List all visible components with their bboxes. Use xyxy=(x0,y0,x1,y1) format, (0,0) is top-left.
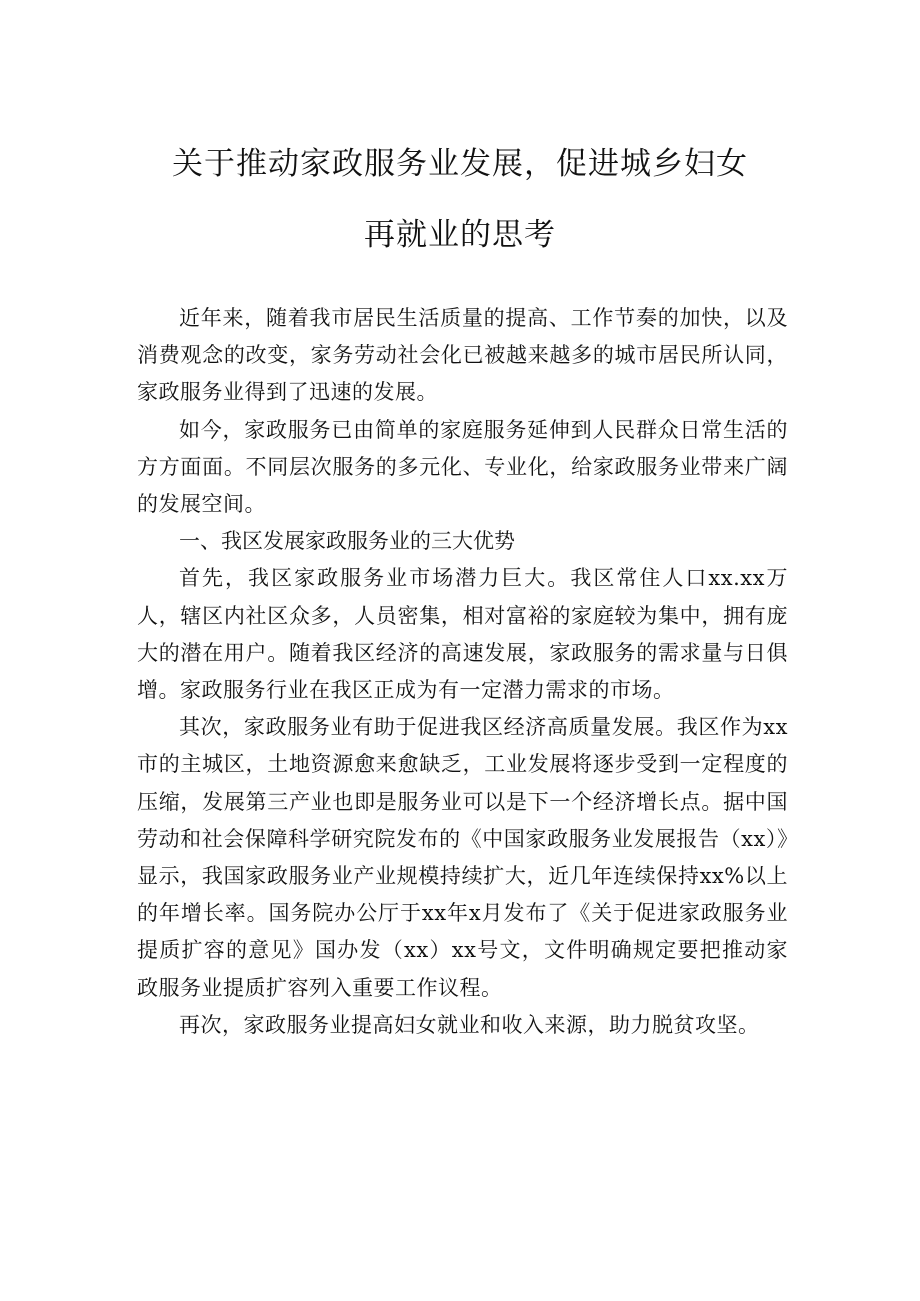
section-paragraph-2: 其次，家政服务业有助于促进我区经济高质量发展。我区作为xx市的主城区，土地资源愈来愈缺乏，工业发展将逐步受到一定程度的压缩，发展第三产业也即是服务业可以是下一个经济增长点。据中国劳动和社会保障科学研究院发布的《中国家政服务业发展报告（xx）》显示，我国家政服务业产业规模持续扩大，近几年连续保持xx%以上的年增长率。国务院办公厅于xx年x月发布了《关于促进家政服务业提质扩容的意见》国办发（xx）xx号文，文件明确规定要把推动家政服务业提质扩容列入重要工作议程。 xyxy=(137,715,788,1000)
document-title-line-2: 再就业的思考 xyxy=(364,217,556,253)
section-paragraph-3: 再次，家政服务业提高妇女就业和收入来源，助力脱贫攻坚。 xyxy=(179,1012,760,1037)
document-body xyxy=(137,300,788,1044)
intro-paragraph-2: 如今，家政服务已由简单的家庭服务延伸到人民群众日常生活的方方面面。不同层次服务的多元化、专业化，给家政服务业带来广阔的发展空间。 xyxy=(137,417,788,517)
section-paragraph-1: 首先，我区家政服务业市场潜力巨大。我区常住人口xx.xx万人，辖区内社区众多，人员密集，相对富裕的家庭较为集中，拥有庞大的潜在用户。随着我区经济的高速发展，家政服务的需求量与日俱增。家政服务行业在我区正成为有一定潜力需求的市场。 xyxy=(137,566,788,703)
section-heading: 一、我区发展家政服务业的三大优势 xyxy=(179,529,515,554)
document-title-line-1: 关于推动家政服务业发展，促进城乡妇女 xyxy=(172,146,748,182)
intro-paragraph-1: 近年来，随着我市居民生活质量的提高、工作节奏的加快，以及消费观念的改变，家务劳动社会化已被越来越多的城市居民所认同，家政服务业得到了迅速的发展。 xyxy=(137,306,788,405)
